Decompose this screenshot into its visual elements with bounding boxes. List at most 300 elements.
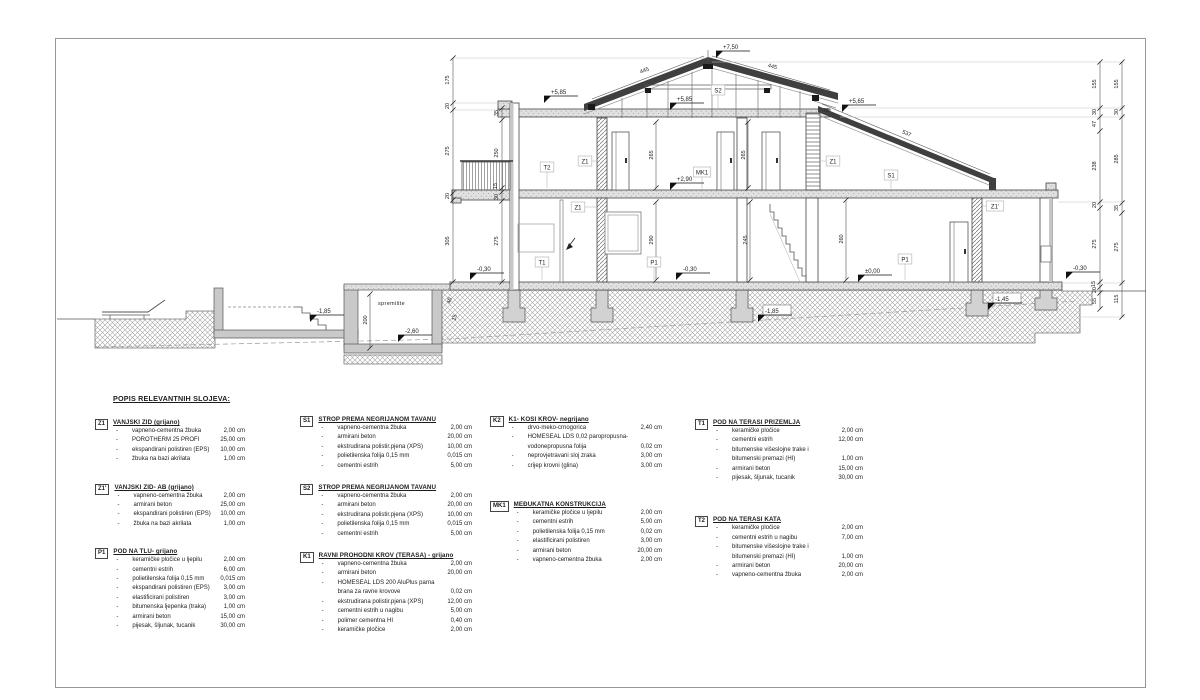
layer-item [114,520,245,529]
layer-tag [540,162,554,172]
layer-item [514,537,662,546]
item-name: armirani beton [337,570,377,577]
layer-item [713,465,863,474]
svg-text:+7,50: +7,50 [723,45,739,51]
svg-text:T1: T1 [538,260,546,267]
roof [584,57,996,190]
layer-item [318,443,472,452]
item-name: vapneno-cementna žbuka [532,557,602,564]
layer-item [509,462,662,471]
svg-text:S2: S2 [714,88,722,95]
item-thickness: 1,00 cm [223,520,245,527]
item-dash: - [716,534,719,541]
item-thickness: 5,00 cm [640,519,662,526]
item-dash: - [321,425,324,431]
item-name: ekspandirani polistiren (EPS) [133,511,211,518]
item-dash: - [116,623,119,630]
dim-label: 155 [1114,79,1120,89]
item-thickness: 3,00 cm [640,453,662,460]
item-thickness: 2,00 cm [223,492,245,499]
pool-section [214,286,358,348]
item-name: HOMESEAL LDS 0,02 paropropusna-vodonepropusna folija [527,434,629,450]
item-dash: - [321,608,324,615]
item-name: POROTHERM 25 PROFI [132,437,200,444]
item-name: elastificirani polistiren [532,538,590,545]
item-thickness: 20,00 cm [637,547,662,554]
item-thickness: 2,40 cm [640,425,662,431]
item-dash: - [116,437,119,444]
elevation-marker [670,97,704,110]
legend-block-Z1' [95,484,245,530]
item-name: armirani beton [732,465,771,472]
item-thickness: 20,00 cm [447,434,472,441]
item-name: cementni estrih [732,437,773,444]
layer-title: POD NA TERASI PRIZEMLJA [713,419,801,426]
legend-column-2 [300,416,472,648]
item-thickness: 1,00 cm [841,456,863,463]
item-name: keramičke pločice [732,428,780,434]
layer-title: STROP PREMA NEGRIJANOM TAVANU [318,416,437,423]
layer-tag [711,85,725,95]
item-name: žbuka na bazi akrilata [133,520,192,527]
layer-item [319,626,472,635]
legend-block-S2 [300,484,472,539]
item-thickness: 12,00 cm [838,437,863,444]
layer-item [114,510,245,519]
svg-text:-1,85: -1,85 [317,309,331,315]
item-dash: - [516,528,519,535]
item-name: cementni estrih [337,462,379,469]
layer-tag [647,257,661,267]
item-name: ekstrudirana polistir.pjena (XPS) [337,598,424,605]
item-dash: - [516,510,519,517]
layer-tag-box: T1 [695,419,708,430]
item-dash: - [321,511,324,518]
item-name: keramičke pločice u ljepilu [532,510,603,517]
layer-tag-box: K1 [300,552,314,563]
dim-label: 30 [1114,108,1120,116]
dim-label: 285 [1114,154,1120,164]
item-thickness: 0,02 cm [640,528,662,535]
layer-item [713,524,863,533]
item-name: drvo-meko-crnogorica [527,425,587,431]
layer-item [713,571,863,580]
svg-text:Z1': Z1' [990,204,1000,211]
dim-label: 445 [639,66,651,76]
dim-label: 275 [445,146,451,156]
legend-block-K1 [300,552,472,635]
legend-column-4 [695,419,863,614]
dim-label: 200 [363,315,369,325]
item-thickness: 0,02 cm [450,589,472,596]
ground-hatch [95,290,1092,364]
dim-label: 245 [743,235,749,245]
layer-tag-box: S2 [300,484,313,495]
item-name: polietilenska folija 0,15 mm [337,453,410,460]
item-name: žbuka na bazi akrilata [132,456,191,463]
item-name: cementni estrih [132,566,174,573]
legend-block-T1 [695,419,863,483]
item-thickness: 0,015 cm [447,521,472,528]
item-name: keramičke pločice u ljepilu [132,557,203,564]
item-dash: - [516,557,519,564]
layer-item [514,556,662,565]
layer-item [713,543,863,562]
item-name: vapneno-cementna žbuka [337,493,407,500]
layer-item [318,452,472,461]
item-thickness: 3,00 cm [640,538,662,545]
dim-label: 275 [1114,242,1120,252]
item-dash: - [516,538,519,545]
item-name: cementni estrih [337,530,379,537]
layer-item [113,603,245,612]
layer-item [319,598,472,607]
item-dash: - [116,446,119,453]
item-dash: - [117,502,120,509]
item-dash: - [117,520,120,527]
dim-label: 305 [445,236,451,246]
item-name: keramičke pločice [337,626,386,633]
item-name: polietilenska folija 0,15 mm [337,521,410,528]
item-thickness: 20,00 cm [447,502,472,509]
item-thickness: 1,00 cm [223,456,245,463]
layer-tag-box: MK1 [490,501,509,512]
item-dash: - [116,566,119,573]
dim-label: 290 [649,235,655,245]
layer-tag [884,170,898,180]
layer-item [509,452,662,461]
dim-label: 40 [446,296,454,305]
dim-label: 47 [1092,120,1098,128]
legend-block-S1 [300,416,472,471]
dim-label: 265 [741,150,747,160]
layer-tag-box: Z1 [95,419,108,430]
item-dash: - [511,434,514,441]
dim-label: 30 [494,193,500,201]
item-dash: - [716,437,719,444]
legend-column-1 [95,419,245,651]
layer-item [713,436,863,445]
dim-label: 265 [649,150,655,160]
item-thickness: 10,00 cm [447,511,472,518]
item-thickness: 5,00 cm [450,462,472,469]
item-dash: - [116,594,119,601]
elevation-marker [676,267,710,280]
legend-block-T2 [695,516,863,580]
item-name: armirani beton [337,434,376,441]
legend-column-3 [490,416,662,595]
item-name: ekstrudirana polistir.pjena (XPS) [337,511,424,518]
item-dash: - [321,443,324,450]
item-dash: - [321,626,324,633]
svg-text:-0,30: -0,30 [1073,266,1087,272]
svg-text:±0,00: ±0,00 [865,269,880,275]
svg-text:-1,85: -1,85 [765,309,779,315]
dim-label: 20 [1092,286,1098,294]
svg-text:MK1: MK1 [695,170,709,177]
item-thickness: 0,40 cm [450,617,472,624]
item-thickness: 2,00 cm [450,493,472,500]
layer-item [319,569,472,578]
item-dash: - [321,434,324,441]
svg-text:Z1: Z1 [574,205,582,212]
layer-item [713,474,863,483]
layer-title: POD NA TERASI KATA [713,516,782,524]
layer-item [113,446,245,455]
item-thickness: 7,00 cm [841,534,863,541]
item-thickness: 10,00 cm [220,511,245,518]
item-thickness: 2,00 cm [450,561,472,568]
item-dash: - [511,453,514,460]
direction-arrow [566,238,575,250]
item-dash: - [516,519,519,526]
layer-item [319,617,472,626]
item-thickness: 2,00 cm [223,557,245,564]
item-dash: - [716,475,719,482]
layer-tag-box: S1 [300,416,313,427]
layer-item [713,534,863,543]
item-name: neprovjetravani sloj zraka [527,453,596,460]
item-thickness: 15,00 cm [838,465,863,472]
item-name: armirani beton [132,613,171,620]
item-dash: - [116,613,119,620]
item-thickness: 25,00 cm [220,502,245,509]
item-dash: - [321,579,324,586]
item-thickness: 10,00 cm [447,443,472,450]
item-dash: - [511,462,514,469]
svg-text:+5,85: +5,85 [551,90,567,96]
layer-title: STROP PREMA NEGRIJANOM TAVANU [318,484,437,492]
layer-item [509,433,662,452]
staircase [770,204,806,282]
elevation-marker [544,90,578,103]
item-dash: - [116,456,119,463]
item-name: armirani beton [732,563,771,570]
item-dash: - [116,428,119,434]
dim-label: 115 [1114,294,1120,304]
layer-item [514,509,662,518]
item-name: keramičke pločice [732,525,780,532]
item-name: armirani beton [337,502,376,509]
item-dash: - [321,530,324,537]
dim-label: 537 [900,129,912,139]
item-thickness: 5,00 cm [450,530,472,537]
item-name: HOMESEAL LDS 200 AluPlus parna brana za ravne krovove [337,579,435,596]
svg-text:-2,60: -2,60 [405,329,419,335]
legend-block-MK1 [490,501,662,565]
item-name: vapneno-cementna žbuka [337,561,407,568]
item-dash: - [321,617,324,624]
item-dash: - [321,561,324,568]
item-dash: - [117,492,120,499]
item-name: vapneno-cementna žbuka [337,425,407,431]
item-dash: - [321,521,324,528]
layer-tag [693,167,710,177]
svg-text:P1: P1 [650,260,658,267]
layer-item [113,584,245,593]
layer-item [319,607,472,616]
item-name: vapneno-cementna žbuka [732,572,802,579]
item-thickness: 2,00 cm [640,557,662,564]
extension-lines [453,58,1125,317]
layer-item [509,424,662,433]
layer-item [113,566,245,575]
item-thickness: 12,00 cm [447,598,472,605]
dim-label: 155 [1092,79,1098,89]
item-dash: - [321,462,324,469]
item-thickness: 0,015 cm [447,453,472,460]
dim-label: 15 [1091,280,1097,288]
dim-label: 30 [1092,108,1098,116]
layer-item [318,424,472,433]
layer-item [514,547,662,556]
item-thickness: 1,00 cm [841,553,863,560]
legend-block-K2 [490,416,662,471]
item-thickness: 30,00 cm [220,623,245,630]
svg-text:Z1: Z1 [829,159,837,166]
item-thickness: 30,00 cm [838,475,863,482]
dim-label: 238 [1092,161,1098,171]
svg-text:+5,65: +5,65 [849,99,865,105]
lounge-chair [102,300,165,319]
item-thickness: 2,00 cm [640,510,662,517]
balcony-railing [460,161,513,190]
item-dash: - [116,585,119,592]
dim-label: 275 [1092,239,1098,249]
item-name: ekstrudirana polistir.pjena (XPS) [337,443,424,450]
layer-item [113,594,245,603]
layer-item [318,501,472,510]
layer-tag [571,202,585,212]
svg-text:-1,45: -1,45 [995,297,1009,303]
dim-label: 20 [1092,201,1098,209]
item-name: bitumenske višeslojne trake i bitumenski premazi (HI) [732,544,809,560]
svg-text:-0,30: -0,30 [683,267,697,273]
item-thickness: 3,00 cm [640,462,662,469]
item-name: pijesak, šljunak, tucanik [732,475,796,482]
svg-text:P1: P1 [901,257,909,264]
item-name: vapneno-cementna žbuka [132,428,202,434]
layer-item [113,436,245,445]
dim-label: 35 [1114,204,1120,212]
item-dash: - [716,544,719,551]
item-name: ekspandirani polistiren (EPS) [132,446,210,453]
item-dash: - [716,446,719,453]
item-thickness: 10,00 cm [220,446,245,453]
legend-block-P1 [95,548,245,631]
item-dash: - [117,511,120,518]
item-thickness: 2,00 cm [450,626,472,633]
item-dash: - [511,425,514,431]
layer-item [318,462,472,471]
layer-tag [578,156,592,166]
item-thickness: 20,00 cm [447,570,472,577]
item-name: pijesak, šljunak, tucanik [132,623,196,630]
room-label: spremište [378,301,405,307]
layer-item [318,511,472,520]
item-thickness: 15,00 cm [220,613,245,620]
item-thickness: 0,02 cm [640,443,662,450]
layer-tag [986,201,1003,211]
item-name: bitumenska ljepenka (traka) [132,604,207,611]
item-dash: - [116,604,119,611]
legend-title: POPIS RELEVANTNIH SLOJEVA: [113,394,231,403]
layer-item [113,556,245,565]
dim-label: 55 [1092,297,1098,305]
item-name: armirani beton [532,547,572,554]
item-thickness: 6,00 cm [223,566,245,573]
item-thickness: 5,00 cm [450,608,472,615]
layer-item [319,579,472,598]
item-thickness: 20,00 cm [838,563,863,570]
layer-item [318,530,472,539]
item-thickness: 3,00 cm [223,585,245,592]
elevation-marker [310,309,344,322]
item-name: bitumenske višeslojne trake i bitumenski premazi (HI) [732,446,809,463]
elevation-marker [716,45,750,58]
dim-label: 78 [822,108,830,114]
layer-title: MEĐUKATNA KONSTRUKCIJA [513,501,606,509]
item-dash: - [321,453,324,460]
layer-tag-box: T2 [695,516,708,527]
layer-item [514,518,662,527]
item-name: cementni estrih u nagibu [337,608,404,615]
layer-item [713,562,863,571]
terrace-slab [344,284,462,290]
item-dash: - [716,525,719,532]
item-name: vapneno-cementna žbuka [133,492,203,499]
item-dash: - [116,576,119,583]
item-name: elastificirani polistiren [132,594,190,601]
dim-label: 275 [494,236,500,246]
layer-title: VANJSKI ZID (grijano) [113,419,180,426]
dim-label: 15 [493,182,499,190]
layer-title: RAVNI PROHODNI KROV (TERASA) - grijano [318,552,454,560]
dim-label: 15 [451,313,459,322]
elevation-marker [858,269,892,282]
item-name: armirani beton [133,502,172,509]
svg-text:-0,30: -0,30 [477,267,491,273]
dim-label: 260 [839,234,845,244]
dim-label: 175 [445,75,451,85]
item-thickness: 2,00 cm [223,428,245,434]
layer-tag [826,156,840,166]
dim-label: 250 [494,148,500,158]
elevation-marker [842,99,876,112]
storage-room [344,288,442,353]
layer-item [713,446,863,465]
item-name: crijep krovni (glina) [527,462,579,469]
layer-item [113,613,245,622]
item-name: polietilenska folija 0,15 mm [132,576,205,583]
layer-item [113,575,245,584]
svg-text:Z1: Z1 [581,159,589,166]
layer-item [114,492,245,501]
legend-block-Z1 [95,419,245,465]
item-thickness: 2,00 cm [450,425,472,431]
layer-item [514,528,662,537]
svg-text:T2: T2 [543,165,551,172]
layer-item [319,560,472,569]
layer-item [713,427,863,436]
dim-label: 445 [766,62,778,72]
layer-item [114,501,245,510]
item-name: polimer cementna HI [337,617,394,624]
layer-tag-box: K2 [490,416,504,427]
svg-text:+2,90: +2,90 [677,177,693,183]
item-dash: - [516,547,519,554]
item-thickness: 1,00 cm [223,604,245,611]
